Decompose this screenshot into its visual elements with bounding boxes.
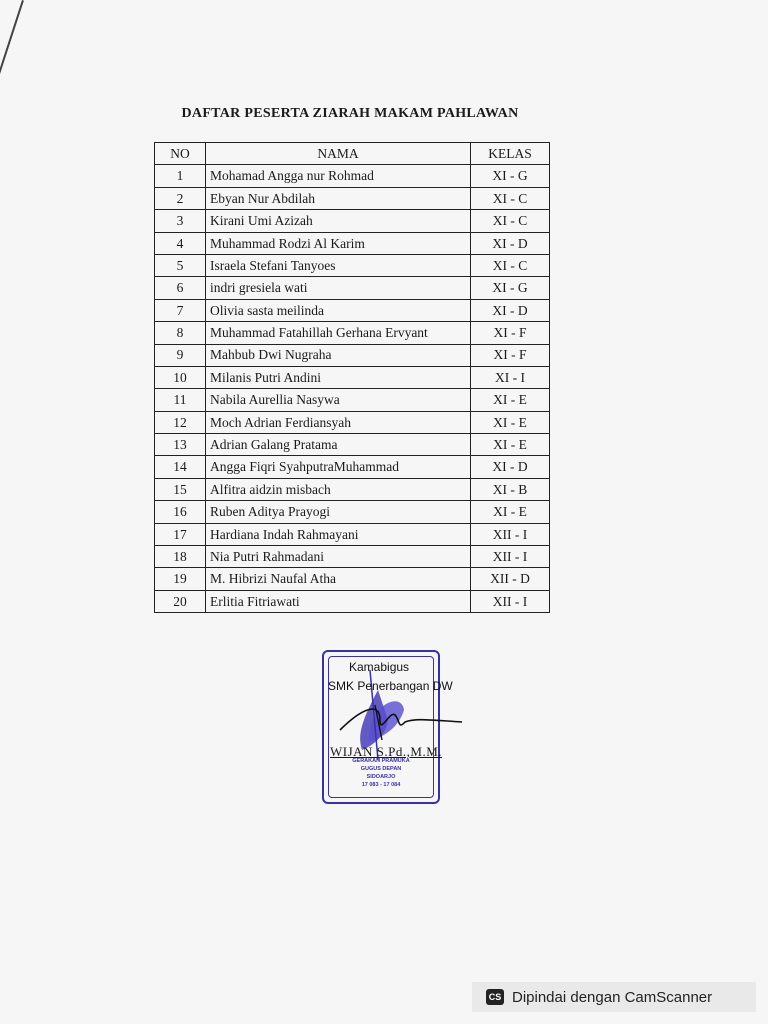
table-row (155, 277, 550, 299)
row-nama: Angga Fiqri SyahputraMuhammad (206, 456, 471, 478)
row-nama: Ebyan Nur Abdilah (206, 187, 471, 209)
participant-table (154, 142, 550, 613)
row-kelas: XI - E (471, 501, 550, 523)
row-no: 6 (155, 277, 206, 299)
row-no: 17 (155, 523, 206, 545)
document-title: DAFTAR PESERTA ZIARAH MAKAM PAHLAWAN (181, 106, 519, 121)
row-kelas: XI - C (471, 210, 550, 232)
table-row (155, 501, 550, 523)
row-no: 15 (155, 478, 206, 500)
signatory-name: WIJAN S.Pd.,M.M. (330, 744, 443, 759)
row-nama: Mohamad Angga nur Rohmad (206, 165, 471, 187)
row-nama: Milanis Putri Andini (206, 366, 471, 388)
table-row (155, 568, 550, 590)
header-kelas: KELAS (471, 143, 550, 165)
row-kelas: XI - G (471, 165, 550, 187)
table-row (155, 232, 550, 254)
stamp-text-4: 17 083 - 17 084 (361, 782, 401, 788)
header-nama: NAMA (206, 143, 471, 165)
table-row (155, 434, 550, 456)
row-nama: Israela Stefani Tanyoes (206, 254, 471, 276)
row-no: 4 (155, 232, 206, 254)
table-row (155, 366, 550, 388)
header-no: NO (155, 143, 206, 165)
table-row (155, 590, 550, 612)
row-no: 14 (155, 456, 206, 478)
row-no: 3 (155, 210, 206, 232)
row-kelas: XII - I (471, 546, 550, 568)
row-no: 9 (155, 344, 206, 366)
stamp-text-2: GUGUS DEPAN (360, 766, 402, 772)
row-no: 16 (155, 501, 206, 523)
row-kelas: XII - I (471, 523, 550, 545)
row-kelas: XI - D (471, 456, 550, 478)
table-row (155, 187, 550, 209)
table-row (155, 299, 550, 321)
row-no: 8 (155, 322, 206, 344)
row-kelas: XI - D (471, 232, 550, 254)
row-no: 20 (155, 590, 206, 612)
watermark-label: Dipindai dengan CamScanner (512, 988, 713, 1006)
handwritten-signature-icon (320, 690, 470, 750)
row-kelas: XI - C (471, 254, 550, 276)
row-kelas: XI - E (471, 434, 550, 456)
row-no: 5 (155, 254, 206, 276)
row-no: 18 (155, 546, 206, 568)
row-kelas: XI - E (471, 389, 550, 411)
row-nama: Hardiana Indah Rahmayani (206, 523, 471, 545)
signature-role: Kamabigus (349, 660, 410, 674)
table-row (155, 344, 550, 366)
row-no: 7 (155, 299, 206, 321)
table-row (155, 389, 550, 411)
camscanner-icon: CS (486, 989, 504, 1005)
row-no: 13 (155, 434, 206, 456)
row-nama: Alfitra aidzin misbach (206, 478, 471, 500)
row-kelas: XI - I (471, 366, 550, 388)
row-nama: Ruben Aditya Prayogi (206, 501, 471, 523)
row-nama: Mahbub Dwi Nugraha (206, 344, 471, 366)
row-nama: Muhammad Fatahillah Gerhana Ervyant (206, 322, 471, 344)
row-kelas: XI - C (471, 187, 550, 209)
row-nama: Nabila Aurellia Nasywa (206, 389, 471, 411)
table-body (155, 165, 550, 613)
row-nama: M. Hibrizi Naufal Atha (206, 568, 471, 590)
table-row (155, 322, 550, 344)
row-nama: Kirani Umi Azizah (206, 210, 471, 232)
row-nama: Muhammad Rodzi Al Karim (206, 232, 471, 254)
row-nama: Erlitia Fitriawati (206, 590, 471, 612)
table-row (155, 478, 550, 500)
row-no: 10 (155, 366, 206, 388)
table-row (155, 254, 550, 276)
table-row (155, 456, 550, 478)
camscanner-watermark (472, 982, 756, 1012)
row-kelas: XI - F (471, 344, 550, 366)
stamp-text-1: GERAKAN PRAMUKA (352, 758, 410, 764)
row-no: 19 (155, 568, 206, 590)
row-nama: Adrian Galang Pratama (206, 434, 471, 456)
row-kelas: XI - F (471, 322, 550, 344)
stamp-text-3: SIDOARJO (366, 774, 396, 780)
table-row (155, 546, 550, 568)
table-row (155, 411, 550, 433)
row-kelas: XI - D (471, 299, 550, 321)
table-row (155, 210, 550, 232)
row-kelas: XII - D (471, 568, 550, 590)
row-nama: indri gresiela wati (206, 277, 471, 299)
row-nama: Nia Putri Rahmadani (206, 546, 471, 568)
row-kelas: XI - E (471, 411, 550, 433)
row-no: 11 (155, 389, 206, 411)
row-no: 2 (155, 187, 206, 209)
signature-school: SMK Penerbangan DW (328, 679, 453, 693)
row-kelas: XI - G (471, 277, 550, 299)
row-nama: Olivia sasta meilinda (206, 299, 471, 321)
table-row (155, 523, 550, 545)
row-kelas: XI - B (471, 478, 550, 500)
row-no: 1 (155, 165, 206, 187)
row-nama: Moch Adrian Ferdiansyah (206, 411, 471, 433)
row-no: 12 (155, 411, 206, 433)
table-row (155, 165, 550, 187)
row-kelas: XII - I (471, 590, 550, 612)
table-header-row (155, 143, 550, 165)
